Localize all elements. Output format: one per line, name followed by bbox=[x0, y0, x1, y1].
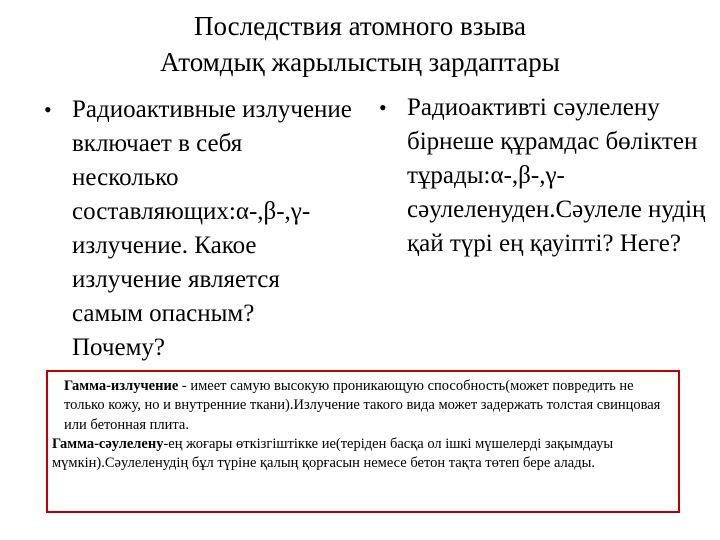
right-column-list bbox=[379, 91, 707, 261]
slide-title-kazakh: Атомдық жарылыстың зардаптары bbox=[160, 47, 560, 77]
bullet-icon: • bbox=[44, 97, 52, 122]
answer-russian-text: - имеет самую высокую проникающую способность(может повредить не только кожу, но и внутренние ткани).Излучение такого вида может задержать толстая свинцовая или бетонная плита. bbox=[64, 378, 661, 433]
answer-kazakh-text: -ең жоғары өткізгіштікке ие(теріден басқа ол ішкі мүшелерді зақымдауы мүмкін).Сәулеленудің бұл түріне қалың қорғасын немесе бетон тақта төтеп бере алады. bbox=[52, 435, 614, 472]
slide-title-russian: Последствия атомного взыва bbox=[194, 11, 526, 41]
answer-kazakh bbox=[52, 435, 670, 474]
answer-russian bbox=[52, 377, 670, 435]
left-column-list bbox=[44, 93, 352, 365]
left-bullet-text: Радиоактивные излучение включает в себя несколько составляющих:α-,β-,γ-излучение. Какое излучение является самым опасным? Почему? bbox=[72, 96, 352, 361]
answer-russian-term: Гамма-излучение bbox=[64, 378, 179, 394]
bullet-icon: • bbox=[379, 95, 387, 120]
left-bullet-item bbox=[44, 93, 352, 365]
answer-box bbox=[46, 370, 680, 513]
right-bullet-text: Радиоактивті сәулелену бірнеше құрамдас бөліктен тұрады:α-,β-,γ-сәулеленуден.Сәулеле нудің қай түрі ең қауіпті? Неге? bbox=[407, 94, 706, 257]
right-bullet-item bbox=[379, 91, 707, 261]
answer-kazakh-term: Гамма-сәулелену bbox=[52, 435, 164, 452]
